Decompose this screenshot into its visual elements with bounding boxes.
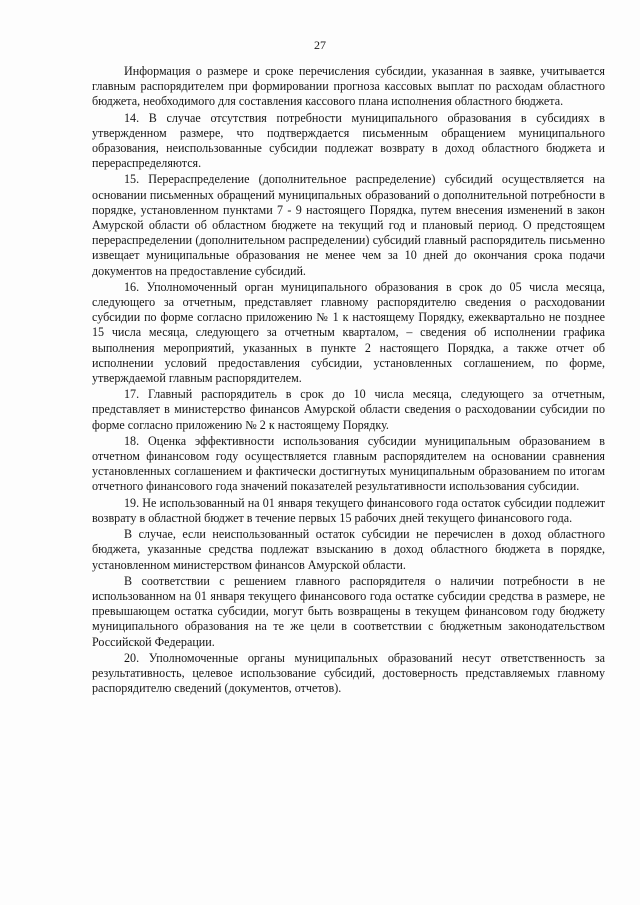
- document-body: [92, 64, 605, 696]
- paragraph-kassovy-plan: Информация о размере и сроке перечисления субсидии, указанная в заявке, учитывается главным распорядителем при формировании прогноза кассовых выплат по расходам областного бюджета, необходимого для составления кассового плана исполнения областного бюджета.: [92, 64, 605, 109]
- paragraph-19-vozvrat: В соответствии с решением главного распорядителя о наличии потребности в не использованном на 01 января текущего финансового года остатке субсидии средства в размере, не превышающем остатка субсидии, могут быть возвращены в текущем финансовом году бюджету муниципального образования на те же цели в соответствии с бюджетным законодательством Российской Федерации.: [92, 573, 605, 649]
- paragraph-19: 19. Не использованный на 01 января текущего финансового года остаток субсидии подлежит возврату в областной бюджет в течение первых 15 рабочих дней текущего финансового года.: [92, 495, 605, 525]
- paragraph-15: 15. Перераспределение (дополнительное распределение) субсидий осуществляется на основании письменных обращений муниципальных образований о дополнительной потребности в порядке, установленном пунктами 7 - 9 настоящего Порядка, путем внесения изменений в закон Амурской области об областном бюджете на текущий год и плановый период. О предстоящем перераспределении (дополнительном распределении) субсидий главный распорядитель письменно извещает муниципальные образования не менее чем за 10 дней до окончания срока подачи документов на предоставление субсидий.: [92, 172, 605, 278]
- paragraph-20: 20. Уполномоченные органы муниципальных образований несут ответственность за результативность, целевое использование субсидий, достоверность представляемых главному распорядителю сведений (документов, отчетов).: [92, 650, 605, 696]
- paragraph-19-vzyskanie: В случае, если неиспользованный остаток субсидии не перечислен в доход областного бюджета, указанные средства подлежат взысканию в доход областного бюджета в порядке, установленном министерством финансов Амурской области.: [92, 527, 605, 572]
- paragraph-14: 14. В случае отсутствия потребности муниципального образования в субсидиях в утвержденном размере, что подтверждается письменным обращением муниципального образования, неиспользованные субсидии подлежат возврату в доход областного бюджета и перераспределяются.: [92, 110, 605, 171]
- page-number: 27: [314, 38, 326, 52]
- paragraph-18: 18. Оценка эффективности использования субсидии муниципальным образованием в отчетном финансовом году осуществляется главным распорядителем на основании сравнения установленных соглашением и фактически достигнутых муниципальным образованием по итогам отчетного финансового года значений показателей результативности использования субсидии.: [92, 433, 605, 494]
- paragraph-17: 17. Главный распорядитель в срок до 10 числа месяца, следующего за отчетным, представляет в министерство финансов Амурской области сведения о расходовании субсидии по форме согласно приложению № 2 к настоящему Порядку.: [92, 387, 605, 432]
- paragraph-16: 16. Уполномоченный орган муниципального образования в срок до 05 числа месяца, следующего за отчетным, представляет главному распорядителю сведения о расходовании субсидии по форме согласно приложению № 1 к настоящему Порядку, ежеквартально не позднее 15 числа месяца, следующего за отчетным кварталом, – сведения об исполнении графика выполнения мероприятий, указанных в пункте 2 настоящего Порядка, а также отчет об исполнении условий предоставления субсидии, установленных соглашением, по форме, утверждаемой главным распорядителем.: [92, 279, 605, 386]
